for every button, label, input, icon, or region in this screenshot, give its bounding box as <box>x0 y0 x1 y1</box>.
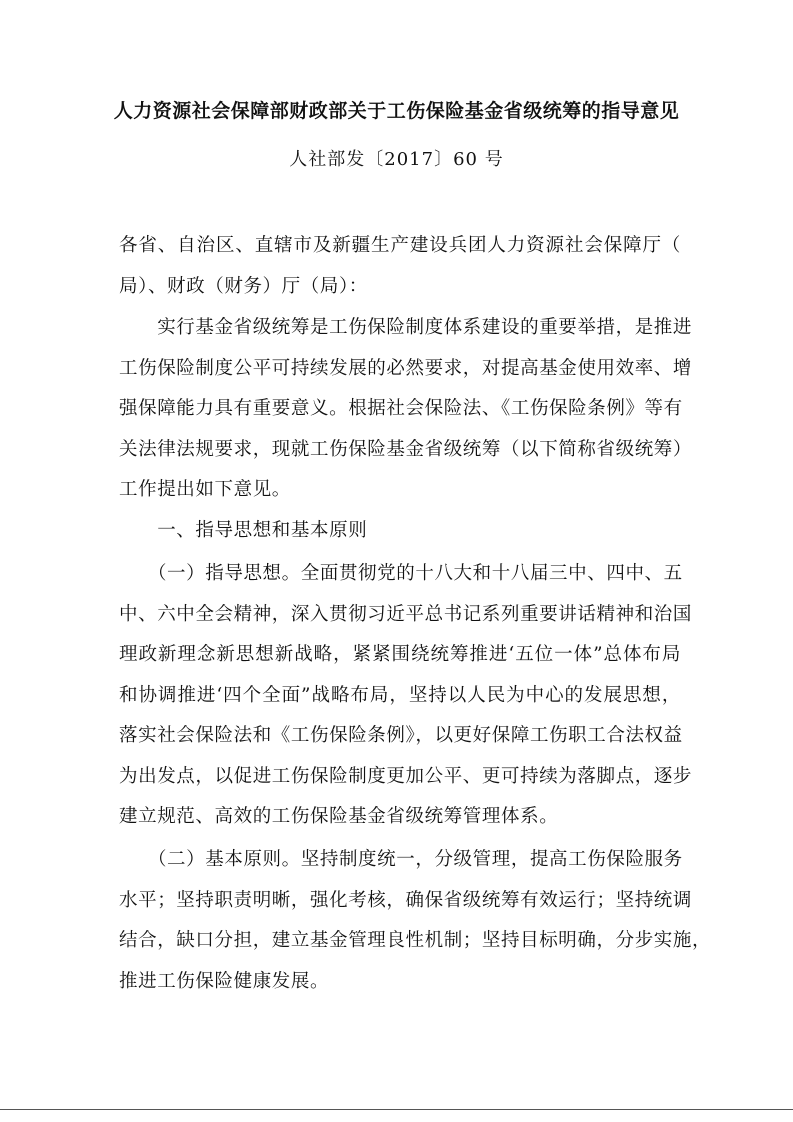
page-bottom-divider <box>0 1109 793 1110</box>
paragraph-basic-principles <box>119 840 712 1002</box>
paragraph-guiding-thought <box>119 554 693 838</box>
addressee-line: 各省、自治区、直辖市及新疆生产建设兵团人力资源社会保障厅（ <box>119 235 681 256</box>
paragraph-line: 水平；坚持职责明晰，强化考核，确保省级统筹有效运行；坚持统调 <box>119 889 693 911</box>
paragraph-line: 中、六中全会精神，深入贯彻习近平总书记系列重要讲话精神和治国 <box>119 603 693 625</box>
section-heading <box>119 511 681 552</box>
paragraph-line: （一）指导思想。全面贯彻党的十八大和十八届三中、四中、五 <box>119 563 683 584</box>
paragraph-line: 工作提出如下意见。 <box>119 479 291 500</box>
addressee-line: 局）、财政（财务）厅（局）： <box>119 275 368 297</box>
section-heading-text: 一、指导思想和基本原则 <box>119 520 368 541</box>
paragraph-line: 和协调推进‘四个全面”战略布局，坚持以人民为中心的发展思想， <box>119 684 681 706</box>
paragraph-line: 为出发点，以促进工伤保险制度更加公平、更可持续为落脚点，逐步 <box>119 765 693 787</box>
paragraph-line: 强保障能力具有重要意义。根据社会保险法、《工伤保险条例》等有 <box>119 398 683 419</box>
paragraph-line: 推进工伤保险健康发展。 <box>119 970 330 992</box>
addressee <box>119 226 681 307</box>
paragraph-line: 建立规范、高效的工伤保险基金省级统筹管理体系。 <box>119 806 559 827</box>
paragraph-line: 工伤保险制度公平可持续发展的必然要求，对提高基金使用效率、增 <box>119 357 693 379</box>
document-number: 人社部发〔2017〕60 号 <box>289 149 504 170</box>
paragraph-line: 关法律法规要求，现就工伤保险基金省级统筹（以下简称省级统筹） <box>119 438 693 460</box>
document-title: 人力资源社会保障部财政部关于工伤保险基金省级统筹的指导意见 <box>113 100 680 122</box>
paragraph-line: 理政新理念新思想新战略，紧紧围绕统筹推进‘五位一体”总体布局 <box>119 644 681 665</box>
paragraph-line: 实行基金省级统筹是工伤保险制度体系建设的重要举措，是推进 <box>119 317 693 338</box>
paragraph-line: 结合，缺口分担，建立基金管理良性机制；坚持目标明确，分步实施， <box>119 930 712 951</box>
paragraph-line: 落实社会保险法和《工伤保险条例》，以更好保障工伤职工合法权益 <box>119 725 683 746</box>
paragraph-line: （二）基本原则。坚持制度统一，分级管理，提高工伤保险服务 <box>119 849 683 870</box>
paragraph-intro <box>119 308 693 511</box>
